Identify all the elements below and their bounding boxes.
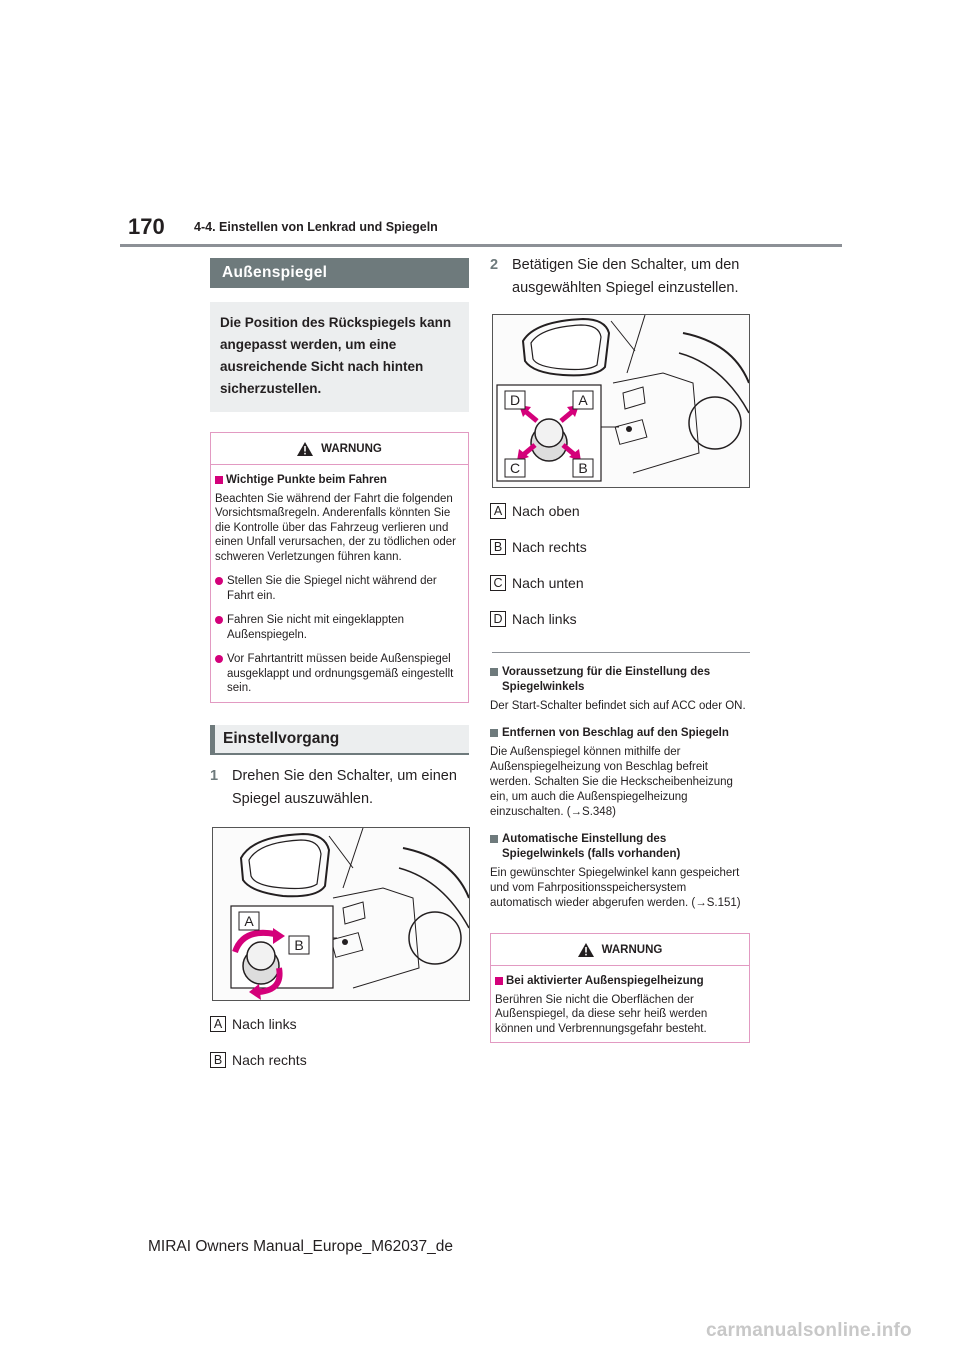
watermark: carmanualsonline.info (706, 1320, 912, 1341)
legend-key: A (210, 1016, 226, 1032)
bullet-dot-icon (215, 577, 223, 585)
warning-bullet (215, 574, 464, 603)
legend-text: Nach links (232, 1015, 297, 1032)
page-number: 170 (128, 214, 165, 239)
legend-text: Nach rechts (232, 1051, 307, 1068)
legend-key: D (490, 611, 506, 627)
warning-bullet-text: Fahren Sie nicht mit eingeklappten Außenspiegeln. (227, 614, 405, 641)
legend-item (210, 1013, 469, 1035)
square-bullet-icon (490, 668, 498, 676)
right-column (490, 254, 750, 1043)
warning-header (491, 934, 749, 966)
warning-title: WARNUNG (321, 442, 382, 455)
step-number: 1 (210, 767, 219, 784)
warning-bullet-text: Vor Fahrtantritt müssen beide Außenspiegel ausgeklappt und ordnungsgemäß eingestellt sein. (227, 653, 454, 694)
step-text: Drehen Sie den Schalter, um einen Spiegel auszuwählen. (232, 767, 457, 807)
legend-key: C (490, 575, 506, 591)
legend-item (490, 536, 750, 558)
legend-key: B (490, 539, 506, 555)
figure-mirror-select-switch (212, 827, 470, 1001)
square-bullet-icon (215, 476, 223, 484)
warning-title: WARNUNG (601, 943, 663, 956)
note-text: Die Außenspiegel können mithilfe der Außenspiegelheizung von Beschlag befreit werden. Schalten Sie die Heckscheibenheizung ein, um auch die Außenspiegelheizung einzuschalten. (→S.348) (490, 746, 733, 818)
square-bullet-icon (495, 977, 503, 985)
step-text: Betätigen Sie den Schalter, um den ausgewählten Spiegel einzustellen. (512, 257, 740, 296)
warning-bullet-text: Stellen Sie die Spiegel nicht während der Fahrt ein. (227, 575, 437, 602)
figure-label-d: D (509, 392, 521, 408)
header-rule (120, 244, 842, 247)
figure-label-b: B (578, 460, 588, 476)
note-title: Entfernen von Beschlag auf den Spiegeln (502, 727, 729, 739)
step-2 (490, 254, 750, 300)
bullet-dot-icon (215, 616, 223, 624)
figure-mirror-adjust-switch (492, 314, 750, 488)
warning-subheading-text: Bei aktivierter Außenspiegelheizung (506, 975, 704, 987)
legend-item (490, 608, 750, 630)
warning-text: Beachten Sie während der Fahrt die folgenden Vorsichtsmaßregeln. Anderenfalls könnten Sie die Kontrolle über das Fahrzeug verlieren und einen Unfall verursachen, der zu tödlichen oder schweren Verletzungen führen kann. (215, 492, 457, 563)
warning-subheading-text: Wichtige Punkte beim Fahren (226, 474, 387, 486)
heading-einstellvorgang: Einstellvorgang (210, 725, 469, 755)
legend-item (210, 1049, 469, 1071)
warning-bullet (215, 652, 464, 696)
warning-body (211, 465, 468, 702)
legend-text: Nach links (512, 611, 577, 627)
note-title: Voraussetzung für die Einstellung des Spiegelwinkels (502, 666, 711, 693)
left-column (210, 258, 469, 1071)
legend-text: Nach unten (512, 575, 584, 591)
warning-text: Berühren Sie nicht die Oberflächen der Außenspiegel, da diese sehr heiß werden können und Verbrennungsgefahr besteht. (495, 993, 708, 1035)
warning-icon (297, 442, 313, 456)
step-number: 2 (490, 257, 499, 273)
warning-header (211, 433, 468, 465)
warning-box-heating (490, 933, 750, 1043)
legend-key: A (490, 503, 506, 519)
square-bullet-icon (490, 729, 498, 737)
legend-key: B (210, 1052, 226, 1068)
note-heading (490, 832, 750, 862)
warning-subheading (215, 473, 464, 488)
note-heading (490, 665, 750, 695)
intro-box: Die Position des Rückspiegels kann angepasst werden, um eine ausreichende Sicht nach hinten sicherzustellen. (210, 302, 469, 412)
warning-box (210, 432, 469, 703)
square-bullet-icon (490, 835, 498, 843)
warning-body (491, 966, 749, 1042)
mirror-adjust-illustration (493, 315, 749, 487)
section-title: 4-4. Einstellen von Lenkrad und Spiegeln (194, 220, 438, 234)
figure-label-a: A (244, 912, 254, 929)
bullet-dot-icon (215, 655, 223, 663)
note-heading (490, 726, 750, 741)
legend-text: Nach rechts (512, 539, 587, 555)
warning-icon (578, 943, 594, 957)
legend-item (490, 500, 750, 522)
figure-label-a: A (578, 392, 588, 408)
note-text: Der Start-Schalter befindet sich auf ACC oder ON. (490, 700, 746, 712)
figure-label-c: C (509, 460, 521, 476)
step-1 (210, 765, 469, 811)
figure-label-b: B (294, 936, 304, 953)
note-text: Ein gewünschter Spiegelwinkel kann gespeichert und vom Fahrpositionsspeichersystem automatisch wieder abgerufen werden. (→S.151) (490, 867, 741, 909)
heading-aussenspiegel: Außenspiegel (210, 258, 469, 288)
note-title: Automatische Einstellung des Spiegelwinkels (falls vorhanden) (502, 833, 681, 860)
legend-text: Nach oben (512, 503, 580, 519)
warning-bullet (215, 613, 464, 642)
footer-text: MIRAI Owners Manual_Europe_M62037_de (148, 1238, 454, 1255)
section-divider (492, 652, 750, 653)
mirror-select-illustration (213, 828, 469, 1000)
legend-item (490, 572, 750, 594)
warning-subheading (495, 974, 745, 989)
